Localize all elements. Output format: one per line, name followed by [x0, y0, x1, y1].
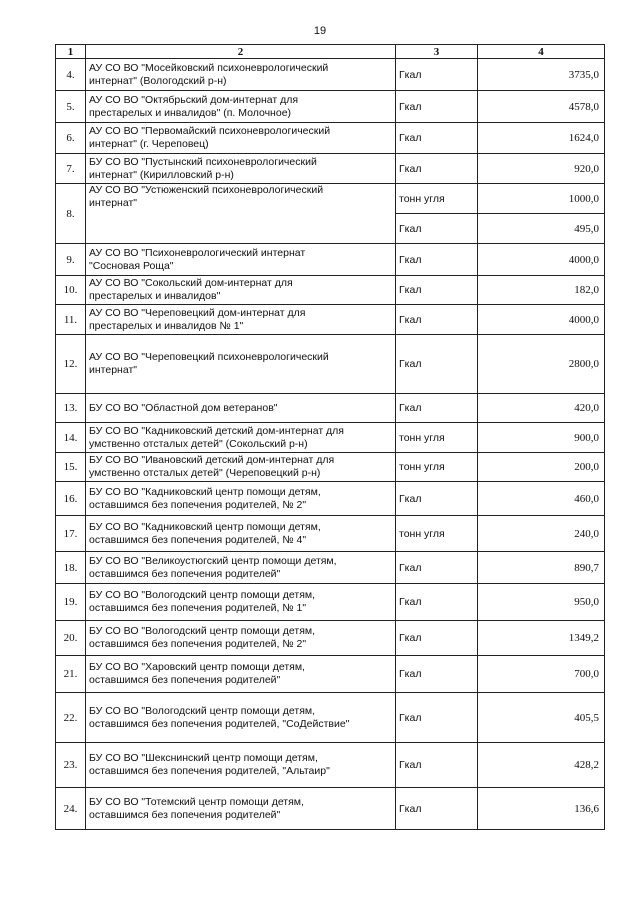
row-number: 20. — [56, 621, 86, 656]
unit-cell: Гкал — [396, 656, 478, 693]
institution-name-line: АУ СО ВО "Череповецкий психоневрологический — [89, 351, 329, 363]
header-row — [56, 45, 605, 59]
unit-cell: Гкал — [396, 693, 478, 743]
unit-cell: Гкал — [396, 123, 478, 154]
institution-name-line: БУ СО ВО "Великоустюгский центр помощи детям, — [89, 554, 337, 567]
institution-name — [86, 423, 396, 453]
page-number: 19 — [313, 25, 327, 37]
institution-name-line: интернат" (Вологодский р-н) — [89, 74, 227, 87]
institution-name — [86, 621, 396, 656]
row-number: 19. — [56, 584, 86, 621]
institution-name — [86, 123, 396, 154]
table-row — [56, 516, 605, 552]
value-cell: 460,0 — [478, 482, 605, 516]
row-number: 15. — [56, 453, 86, 482]
unit-cell: Гкал — [396, 482, 478, 516]
value-cell: 700,0 — [478, 656, 605, 693]
institution-name-line: БУ СО ВО "Харовский центр помощи детям, — [89, 661, 305, 673]
row-number: 24. — [56, 788, 86, 830]
institution-name — [86, 743, 396, 788]
row-number: 10. — [56, 276, 86, 305]
value-cell: 4000,0 — [478, 244, 605, 276]
row-number: 4. — [56, 59, 86, 91]
value-cell: 1349,2 — [478, 621, 605, 656]
value-cell: 200,0 — [478, 453, 605, 482]
institution-name — [86, 335, 396, 394]
institution-name-line: оставшимся без попечения родителей" — [89, 808, 281, 821]
institution-name-line: БУ СО ВО "Тотемский центр помощи детям, — [89, 795, 304, 808]
institution-name-line: АУ СО ВО "Череповецкий дом-интернат для — [89, 306, 306, 319]
unit-cell: Гкал — [396, 584, 478, 621]
institution-name-line: интернат" — [89, 364, 137, 376]
row-number: 14. — [56, 423, 86, 453]
table-body — [56, 59, 605, 830]
value-cell: 920,0 — [478, 154, 605, 184]
table-row — [56, 244, 605, 276]
institution-name-line: оставшимся без попечения родителей, № 2" — [89, 638, 307, 650]
institution-name — [86, 693, 396, 743]
institution-name-line: оставшимся без попечения родителей, № 2" — [89, 498, 307, 511]
table-row — [56, 305, 605, 335]
institution-name — [86, 516, 396, 552]
institution-name-line: БУ СО ВО "Ивановский детский дом-интернат для — [89, 454, 335, 466]
table-row — [56, 584, 605, 621]
institution-name-line: БУ СО ВО "Областной дом ветеранов" — [89, 401, 278, 414]
value-cell: 900,0 — [478, 423, 605, 453]
institution-name — [86, 59, 396, 91]
institution-name-line: престарелых и инвалидов" — [89, 290, 221, 302]
value-cell: 1624,0 — [478, 123, 605, 154]
row-number: 12. — [56, 335, 86, 394]
institution-name-line: БУ СО ВО "Вологодский центр помощи детям, — [89, 704, 316, 717]
value-cell: 420,0 — [478, 394, 605, 423]
institution-name — [86, 584, 396, 621]
value-cell: 2800,0 — [478, 335, 605, 394]
institution-name — [86, 394, 396, 423]
institution-name — [86, 453, 396, 482]
institution-name-line: оставшимся без попечения родителей" — [89, 674, 281, 686]
institution-name-line: БУ СО ВО "Вологодский центр помощи детям, — [89, 589, 316, 601]
table-row — [56, 453, 605, 482]
value-cell: 182,0 — [478, 276, 605, 305]
column-header-4: 4 — [478, 45, 605, 59]
institution-name-line: престарелых и инвалидов" (п. Молочное) — [89, 106, 292, 119]
column-header-1: 1 — [56, 45, 86, 59]
institution-name-line: престарелых и инвалидов № 1" — [89, 319, 244, 332]
table-row — [56, 482, 605, 516]
institution-name-line: БУ СО ВО "Кадниковский детский дом-интернат для — [89, 424, 344, 437]
value-cell: 950,0 — [478, 584, 605, 621]
institution-name-line: интернат" — [89, 197, 137, 209]
unit-cell: Гкал — [396, 214, 478, 244]
row-number: 8. — [56, 184, 86, 244]
institution-name — [86, 154, 396, 184]
table-row — [56, 621, 605, 656]
institution-name-line: интернат" (г. Череповец) — [89, 138, 209, 150]
institution-name-line: оставшимся без попечения родителей, "СоДействие" — [89, 717, 350, 730]
unit-cell: тонн угля — [396, 453, 478, 482]
unit-cell: Гкал — [396, 59, 478, 91]
institution-name-line: АУ СО ВО "Первомайский психоневрологический — [89, 125, 331, 137]
table-row — [56, 693, 605, 743]
institution-name-line: АУ СО ВО "Октябрьский дом-интернат для — [89, 93, 299, 106]
institution-name-line: оставшимся без попечения родителей, "Альтаир" — [89, 765, 330, 777]
institution-name-line: интернат" (Кирилловский р-н) — [89, 168, 234, 181]
institution-name — [86, 482, 396, 516]
value-cell: 405,5 — [478, 693, 605, 743]
unit-cell: Гкал — [396, 276, 478, 305]
table-row — [56, 184, 605, 214]
institution-name-line: БУ СО ВО "Пустынский психоневрологический — [89, 155, 317, 168]
value-cell: 136,6 — [478, 788, 605, 830]
value-cell: 495,0 — [478, 214, 605, 244]
unit-cell: тонн угля — [396, 184, 478, 214]
institution-name-line: БУ СО ВО "Вологодский центр помощи детям, — [89, 625, 316, 637]
institution-name — [86, 305, 396, 335]
institution-name-line: АУ СО ВО "Психоневрологический интернат — [89, 246, 306, 259]
unit-cell: Гкал — [396, 552, 478, 584]
value-cell: 4578,0 — [478, 91, 605, 123]
institution-name-line: оставшимся без попечения родителей, № 4" — [89, 533, 307, 546]
column-header-3: 3 — [396, 45, 478, 59]
institution-name-line: оставшимся без попечения родителей" — [89, 567, 281, 580]
table-row — [56, 788, 605, 830]
row-number: 18. — [56, 552, 86, 584]
institution-name-line: умственно отсталых детей" (Череповецкий р-н) — [89, 467, 321, 479]
institution-name-line: БУ СО ВО "Кадниковский центр помощи детям, — [89, 485, 321, 498]
table-row — [56, 59, 605, 91]
institution-name-line: оставшимся без попечения родителей, № 1" — [89, 602, 307, 614]
table-row — [56, 123, 605, 154]
institution-name — [86, 788, 396, 830]
row-number: 23. — [56, 743, 86, 788]
row-number: 7. — [56, 154, 86, 184]
table-row — [56, 91, 605, 123]
table-row — [56, 394, 605, 423]
row-number: 11. — [56, 305, 86, 335]
unit-cell: Гкал — [396, 394, 478, 423]
table-row — [56, 656, 605, 693]
unit-cell: тонн угля — [396, 516, 478, 552]
row-number: 17. — [56, 516, 86, 552]
institution-name-line: БУ СО ВО "Шекснинский центр помощи детям, — [89, 752, 318, 764]
unit-cell: Гкал — [396, 154, 478, 184]
value-cell: 1000,0 — [478, 184, 605, 214]
value-cell: 4000,0 — [478, 305, 605, 335]
row-number: 6. — [56, 123, 86, 154]
value-cell: 3735,0 — [478, 59, 605, 91]
value-cell: 890,7 — [478, 552, 605, 584]
value-cell: 240,0 — [478, 516, 605, 552]
row-number: 9. — [56, 244, 86, 276]
unit-cell: Гкал — [396, 335, 478, 394]
institution-name — [86, 244, 396, 276]
unit-cell: Гкал — [396, 621, 478, 656]
row-number: 13. — [56, 394, 86, 423]
column-header-2: 2 — [86, 45, 396, 59]
institution-name — [86, 276, 396, 305]
heat-supply-table — [55, 44, 605, 830]
institution-name-line: БУ СО ВО "Кадниковский центр помощи детям, — [89, 520, 321, 533]
unit-cell: тонн угля — [396, 423, 478, 453]
row-number: 22. — [56, 693, 86, 743]
unit-cell: Гкал — [396, 244, 478, 276]
institution-name-line: АУ СО ВО "Сокольский дом-интернат для — [89, 277, 293, 289]
value-cell: 428,2 — [478, 743, 605, 788]
institution-name — [86, 91, 396, 123]
institution-name-line: умственно отсталых детей" (Сокольский р-н) — [89, 437, 308, 450]
institution-name — [86, 184, 396, 244]
unit-cell: Гкал — [396, 788, 478, 830]
table-row — [56, 335, 605, 394]
table-row — [56, 423, 605, 453]
row-number: 21. — [56, 656, 86, 693]
unit-cell: Гкал — [396, 743, 478, 788]
institution-name-line: "Сосновая Роща" — [89, 259, 174, 272]
row-number: 5. — [56, 91, 86, 123]
table-row — [56, 552, 605, 584]
institution-name — [86, 656, 396, 693]
institution-name-line: АУ СО ВО "Мосейковский психоневрологический — [89, 61, 329, 74]
row-number: 16. — [56, 482, 86, 516]
table-row — [56, 154, 605, 184]
unit-cell: Гкал — [396, 91, 478, 123]
table-row — [56, 743, 605, 788]
institution-name — [86, 552, 396, 584]
unit-cell: Гкал — [396, 305, 478, 335]
table-row — [56, 276, 605, 305]
institution-name-line: АУ СО ВО "Устюженский психоневрологический — [89, 184, 324, 196]
